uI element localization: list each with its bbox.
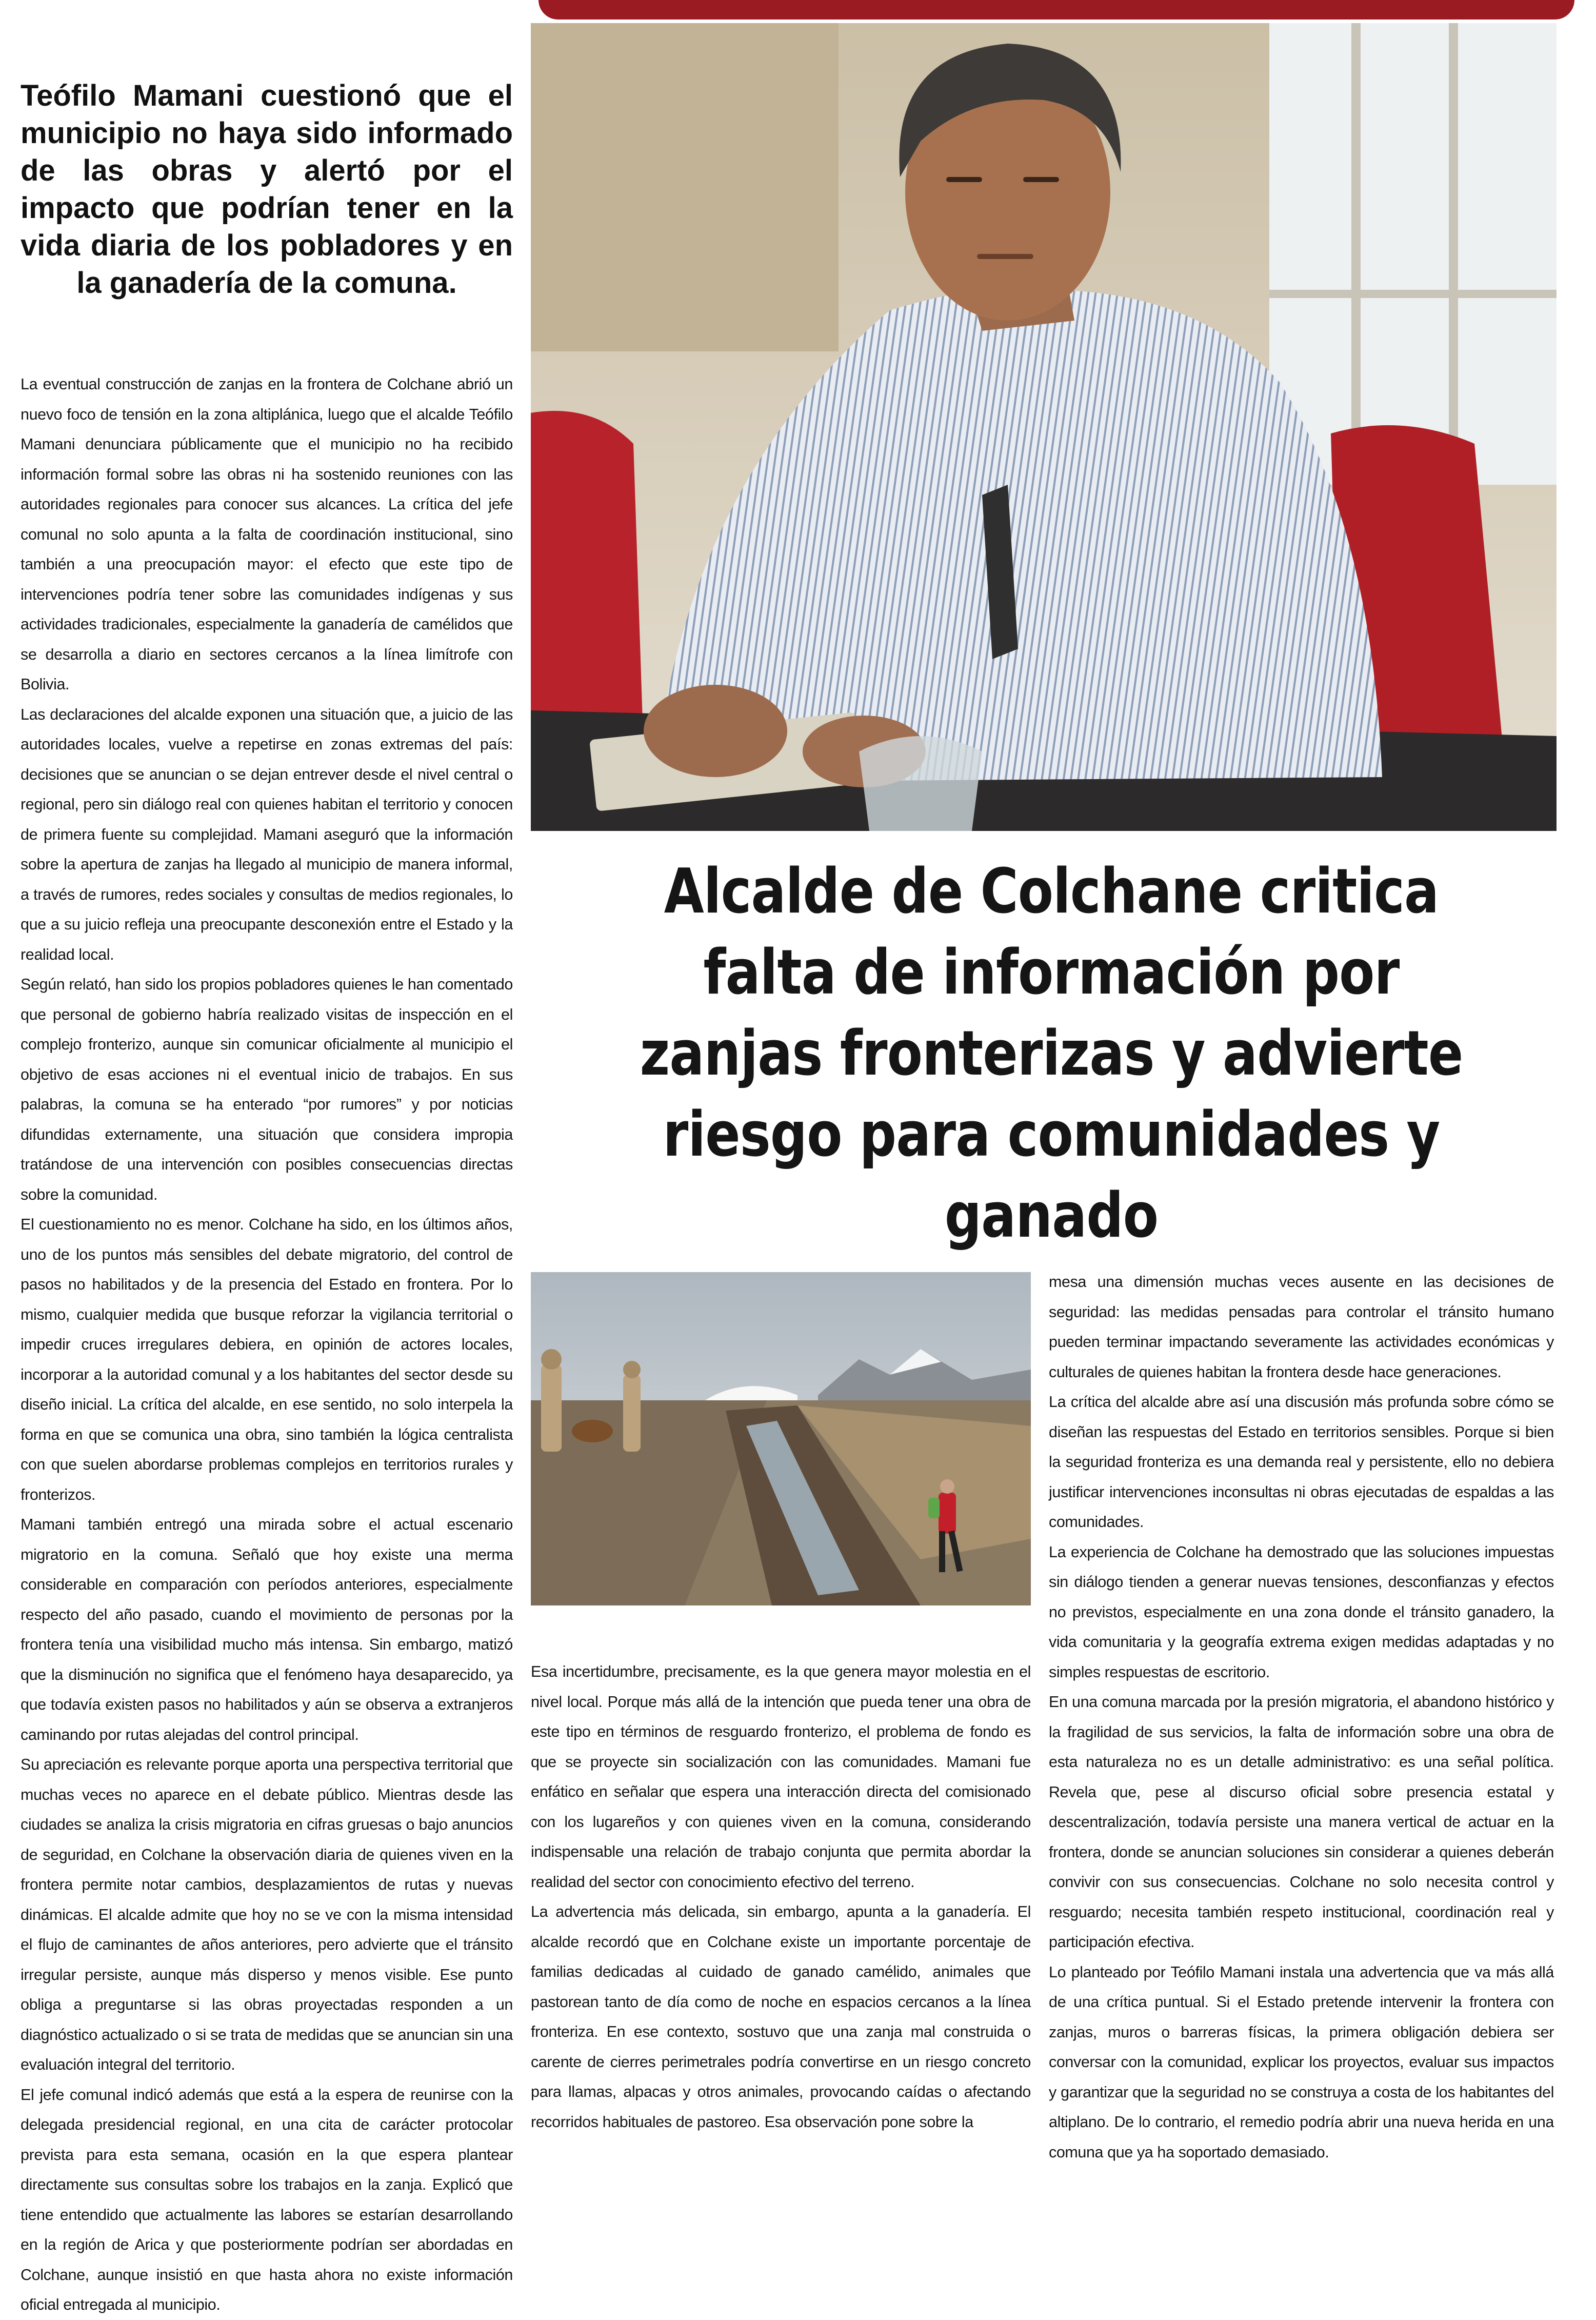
article-column-1 xyxy=(21,369,513,2320)
paragraph: Las declaraciones del alcalde exponen una situación que, a juicio de las autoridades locales, vuelve a repetirse en zonas extremas del país: decisiones que se anuncian o se dejan entrever desde el nivel central o regional, pero sin diálogo real con quienes habitan el territorio y conocen de primera fuente su complejidad. Mamani aseguró que la información sobre la apertura de zanjas ha llegado al municipio de manera informal, a través de rumores, redes sociales y consultas de medios regionales, lo que a su juicio refleja una preocupante desconexión entre el Estado y la realidad local. xyxy=(21,705,513,963)
paragraph: El jefe comunal indicó además que está a la espera de reunirse con la delegada presidencial regional, en una cita de carácter protocolar prevista para esta semana, ocasión en la que espera plantear directamente sus consultas sobre los trabajos en la zanja. Explicó que tiene entendido que actualmente las labores se estarían desarrollando en la región de Arica y que posteriormente podrían ser abordadas en Colchane, aunque insistió en que hasta ahora no existe información oficial entregada al municipio. xyxy=(21,2086,513,2313)
main-photo-mayor xyxy=(531,23,1557,831)
masthead-accent-bar xyxy=(538,0,1574,19)
paragraph: mesa una dimensión muchas veces ausente en las decisiones de seguridad: las medidas pensadas para controlar el tránsito humano pueden terminar impactando severamente las actividades económicas y culturales de quienes habitan la frontera desde hace generaciones. xyxy=(1049,1273,1554,1381)
paragraph: Su apreciación es relevante porque aporta una perspectiva territorial que muchas veces no aparece en el debate público. Mientras desde las ciudades se analiza la crisis migratoria en cifras gruesas o bajo anuncios de seguridad, en Colchane la observación diaria de quienes viven en la frontera permite notar cambios, desplazamientos de rutas y nuevas dinámicas. El alcalde admite que hoy no se ve con la misma intensidad el flujo de caminantes de años anteriores, pero advierte que el tránsito irregular persiste, aunque más disperso y menos visible. Ese punto obliga a preguntarse si las obras proyectadas responden a un diagnóstico actualizado o si se trata de medidas que se anuncian sin una evaluación integral del territorio. xyxy=(21,1756,513,2073)
paragraph: Mamani también entregó una mirada sobre el actual escenario migratorio en la comuna. Señaló que hoy existe una merma considerable en comparación con períodos anteriores, especialmente respecto del año pasado, cuando el movimiento de personas por la frontera tenía una visibilidad mucho más intensa. Sin embargo, matizó que la disminución no significa que el fenómeno haya desaparecido, ya que todavía existen pasos no habilitados y aún se observa a extranjeros caminando por rutas alejadas del control principal. xyxy=(21,1516,513,1743)
paragraph: El cuestionamiento no es menor. Colchane ha sido, en los últimos años, uno de los puntos más sensibles del debate migratorio, del control de pasos no habilitados y de la presencia del Estado en frontera. Por lo mismo, cualquier medida que busque reforzar la vigilancia territorial o impedir cruces irregulares debiera, en opinión de actores locales, incorporar a la autoridad comunal y a los habitantes del sector desde su diseño inicial. La crítica del alcalde, en ese sentido, no solo interpela la forma en que se comunica una obra, sino también la lógica centralista con que suelen abordarse problemas complejos en territorios rurales y fronterizos. xyxy=(21,1216,513,1503)
paragraph: En una comuna marcada por la presión migratoria, el abandono histórico y la fragilidad de sus servicios, la falta de información sobre una obra de esta naturaleza no es un detalle administrativo: es una señal política. Revela que, pese al discurso oficial sobre presencia estatal y descentralización, todavía persiste una manera vertical de actuar en la frontera, donde se anuncian soluciones sin considerar a quienes deberán convivir con sus consecuencias. Colchane no solo necesita control y resguardo; necesita también respeto institucional, coordinación real y participación efectiva. xyxy=(1049,1693,1554,1951)
paragraph: La eventual construcción de zanjas en la frontera de Colchane abrió un nuevo foco de tensión en la zona altiplánica, luego que el alcalde Teófilo Mamani denunciara públicamente que el municipio no ha recibido información formal sobre las obras ni ha sostenido reuniones con las autoridades regionales para conocer sus alcances. La crítica del jefe comunal no solo apunta a la falta de coordinación institucional, sino también a una preocupación mayor: el efecto que este tipo de intervenciones podría tener sobre las comunidades indígenas y sus actividades tradicionales, especialmente la ganadería de camélidos que se desarrolla a diario en sectores cercanos a la línea limítrofe con Bolivia. xyxy=(21,375,513,693)
paragraph: La crítica del alcalde abre así una discusión más profunda sobre cómo se diseñan las respuestas del Estado en territorios sensibles. Porque si bien la seguridad fronteriza es una demanda real y persistente, ello no debiera justificar intervenciones inconsultas ni obras ejecutadas de espaldas a las comunidades. xyxy=(1049,1393,1554,1531)
paragraph: La advertencia más delicada, sin embargo, apunta a la ganadería. El alcalde recordó que en Colchane existe un importante porcentaje de familias dedicadas al cuidado de ganado camélido, animales que pastorean tanto de día como de noche en espacios cercanos a la línea fronteriza. En ese contexto, sostuvo que una zanja mal construida o carente de cierres perimetrales podría convertirse en un riesgo concreto para llamas, alpacas y otros animales, provocando caídas o afectando recorridos habituales de pastoreo. Esa observación pone sobre la xyxy=(531,1903,1031,2131)
paragraph: Según relató, han sido los propios pobladores quienes le han comentado que personal de gobierno habría realizado visitas de inspección en el complejo fronterizo, aunque sin comunicar oficialmente al municipio el objetivo de esas acciones ni el eventual inicio de trabajos. En sus palabras, la comuna se ha enterado “por rumores” y por noticias difundidas externamente, una situación que considera impropia tratándose de una intervención con posibles consecuencias directas sobre la comunidad. xyxy=(21,976,513,1203)
paragraph: Lo planteado por Teófilo Mamani instala una advertencia que va más allá de una crítica puntual. Si el Estado pretende intervenir la frontera con zanjas, muros o barreras físicas, la primera obligación debiera ser conversar con la comunidad, explicar los proyectos, evaluar sus impactos y garantizar que la seguridad no se construya a costa de los habitantes del altiplano. De lo contrario, el remedio podría abrir una nueva herida en una comuna que ya ha soportado demasiado. xyxy=(1049,1963,1554,2161)
paragraph: La experiencia de Colchane ha demostrado que las soluciones impuestas sin diálogo tienden a generar nuevas tensiones, desconfianzas y efectos no previstos, especialmente en una zona donde el tránsito ganadero, la vida comunitaria y la geografía extrema exigen medidas adaptadas y no simples respuestas de escritorio. xyxy=(1049,1543,1554,1681)
article-column-3 xyxy=(1049,1267,1554,2167)
article-column-2 xyxy=(531,1657,1031,2137)
headline: Alcalde de Colchane critica falta de información por zanjas fronterizas y advierte riesgo para comunidades y ganado xyxy=(640,856,1463,1252)
paragraph: Esa incertidumbre, precisamente, es la que genera mayor molestia en el nivel local. Porque más allá de la intención que pueda tener una obra de este tipo en términos de resguardo fronterizo, el problema de fondo es que se proyecte sin socialización con las comunidades. Mamani fue enfático en señalar que espera una interacción directa del comisionado con los lugareños y con quienes viven en la comuna, considerando indispensable una relación de trabajo conjunta que permita abordar la realidad del sector con conocimiento efectivo del terreno. xyxy=(531,1663,1031,1891)
lead-paragraph: Teófilo Mamani cuestionó que el municipio no haya sido informado de las obras y alertó por el impacto que podrían tener en la vida diaria de los pobladores y en la ganadería de la comuna. xyxy=(21,79,513,300)
border-ditch-photo xyxy=(531,1272,1031,1605)
